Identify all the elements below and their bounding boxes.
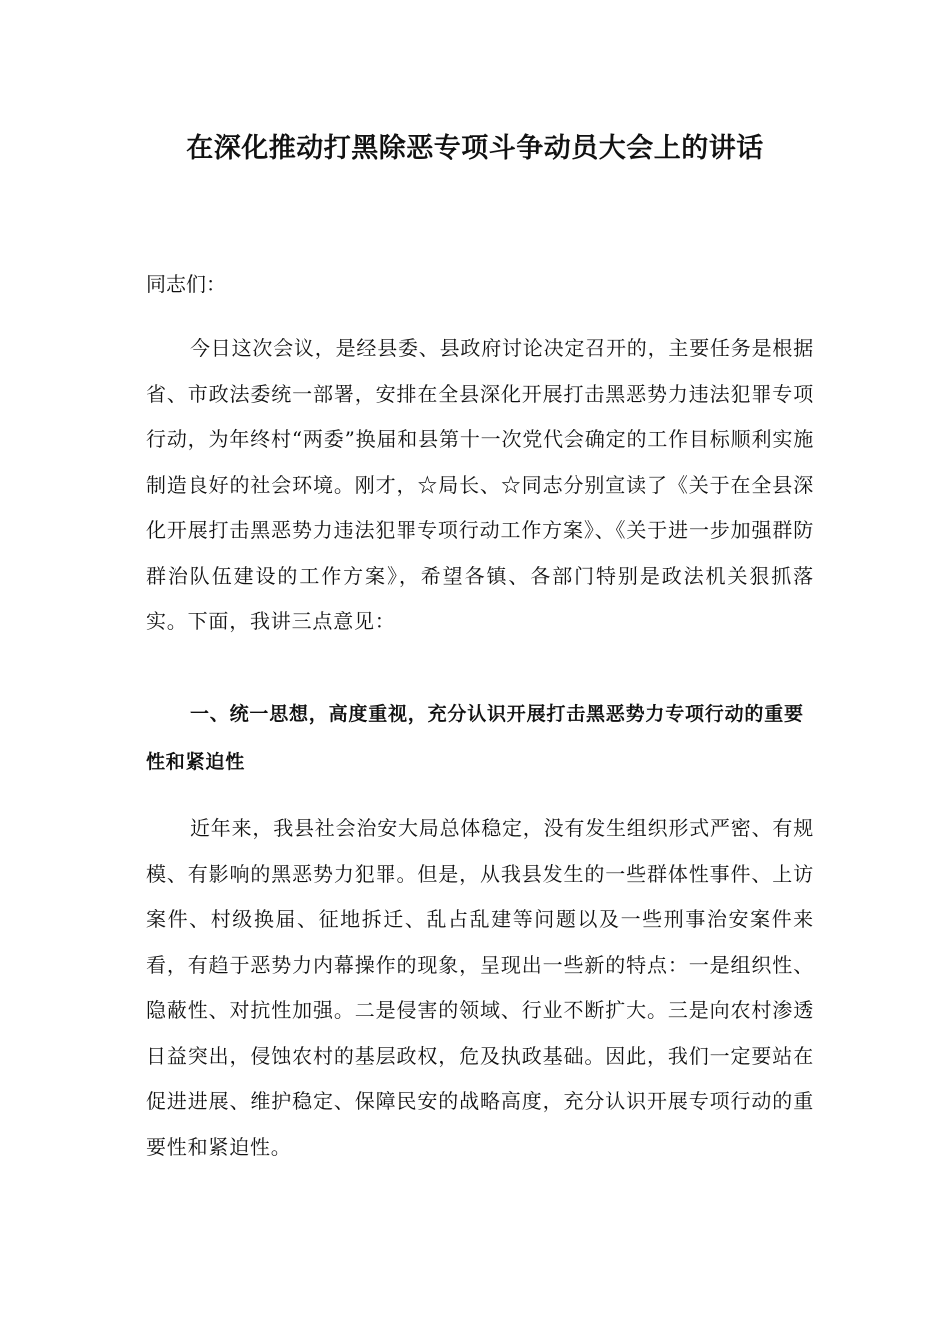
body-paragraph-1: 今日这次会议，是经县委、县政府讨论决定召开的，主要任务是根据省、市政法委统一部署，安排在全县深化开展打击黑恶势力违法犯罪专项行动，为年终村“两委”换届和县第十一次党代会确定的工作目标顺利实施制造良好的社会环境。刚才，☆局长、☆同志分别宣读了《关于在全县深化开展打击黑恶势力违法犯罪专项行动工作方案》、《关于进一步加强群防群治队伍建设的工作方案》，希望各镇、各部门特别是政法机关狠抓落实。下面，我讲三点意见：: [146, 336, 814, 633]
section-heading-1: 一、统一思想，高度重视，充分认识开展打击黑恶势力专项行动的重要性和紧迫性: [146, 703, 804, 773]
body-paragraph-2: 近年来，我县社会治安大局总体稳定，没有发生组织形式严密、有规模、有影响的黑恶势力犯罪。但是，从我县发生的一些群体性事件、上访案件、村级换届、征地拆迁、乱占乱建等问题以及一些刑事治安案件来看，有趋于恶势力内幕操作的现象，呈现出一些新的特点：一是组织性、隐蔽性、对抗性加强。二是侵害的领域、行业不断扩大。三是向农村渗透日益突出，侵蚀农村的基层政权，危及执政基础。因此，我们一定要站在促进进展、维护稳定、保障民安的战略高度，充分认识开展专项行动的重要性和紧迫性。: [146, 816, 814, 1159]
document-title: 在深化推动打黑除恶专项斗争动员大会上的讲话: [186, 133, 764, 164]
salutation: 同志们：: [146, 272, 226, 296]
